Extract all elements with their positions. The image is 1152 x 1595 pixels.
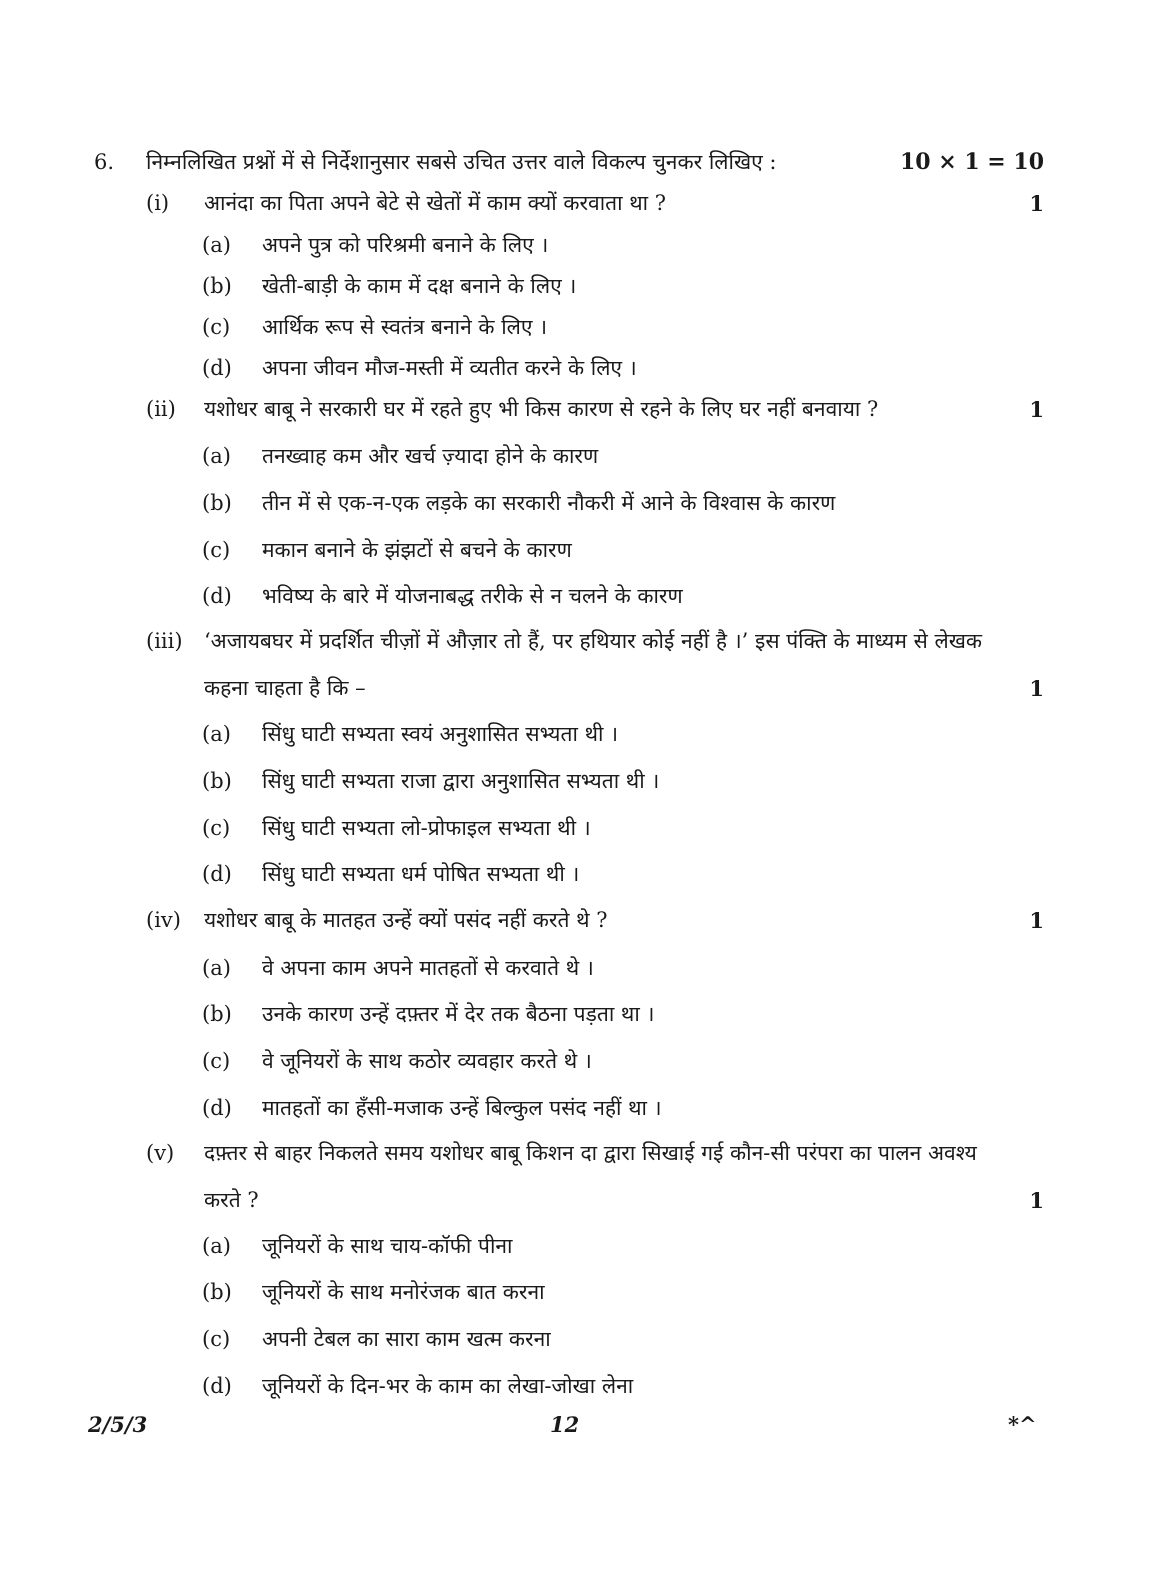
option-iii-b	[202, 763, 1002, 799]
sub-question-text: दफ़्तर से बाहर निकलते समय यशोधर बाबू किशन दा द्वारा सिखाई गई कौन-सी परंपरा का पालन अवश्य करते ?	[204, 1141, 977, 1212]
option-label: (a)	[202, 722, 231, 746]
option-ii-d	[202, 578, 1002, 614]
option-i-d	[202, 350, 1002, 386]
option-label: (b)	[202, 274, 232, 298]
option-text: मातहतों का हँसी-मजाक उन्हें बिल्कुल पसंद नहीं था ।	[262, 1096, 662, 1120]
sub-question-text: आनंदा का पिता अपने बेटे से खेतों में काम क्यों करवाता था ?	[204, 191, 667, 215]
option-ii-b	[202, 485, 1002, 521]
option-label: (a)	[202, 233, 231, 257]
sub-question-label: (iii)	[146, 629, 183, 653]
option-i-c	[202, 309, 1002, 345]
option-label: (c)	[202, 1327, 231, 1351]
option-iii-d	[202, 856, 1002, 892]
option-text: सिंधु घाटी सभ्यता राजा द्वारा अनुशासित सभ्यता थी ।	[262, 769, 660, 793]
option-iv-c	[202, 1043, 1002, 1079]
option-text: जूनियरों के साथ मनोरंजक बात करना	[262, 1280, 545, 1304]
question-number: 6.	[94, 150, 115, 174]
question-6-header	[94, 146, 1044, 178]
footer-page-number: 12	[550, 1412, 580, 1437]
option-text: जूनियरों के साथ चाय-कॉफी पीना	[262, 1234, 513, 1258]
sub-question-mark: 1	[1029, 676, 1044, 701]
question-marks: 10 × 1 = 10	[899, 149, 1044, 175]
option-label: (d)	[202, 1096, 232, 1120]
option-label: (a)	[202, 444, 231, 468]
option-text: सिंधु घाटी सभ्यता लो-प्रोफाइल सभ्यता थी ।	[262, 816, 591, 840]
option-v-a	[202, 1228, 1002, 1264]
option-label: (b)	[202, 1002, 232, 1026]
option-label: (a)	[202, 1234, 231, 1258]
sub-question-text: यशोधर बाबू ने सरकारी घर में रहते हुए भी किस कारण से रहने के लिए घर नहीं बनवाया ?	[204, 397, 879, 421]
option-text: उनके कारण उन्हें दफ़्तर में देर तक बैठना पड़ता था ।	[262, 1002, 655, 1026]
option-i-b	[202, 268, 1002, 304]
option-v-b	[202, 1274, 1002, 1310]
sub-question-i	[146, 180, 1044, 227]
footer-mark: *^	[1008, 1412, 1037, 1437]
sub-question-ii	[146, 386, 1044, 433]
option-text: आर्थिक रूप से स्वतंत्र बनाने के लिए ।	[262, 315, 548, 339]
option-text: सिंधु घाटी सभ्यता धर्म पोषित सभ्यता थी ।	[262, 862, 580, 886]
option-i-a	[202, 227, 1002, 263]
option-label: (d)	[202, 584, 232, 608]
sub-question-mark: 1	[1029, 1188, 1044, 1213]
option-text: खेती-बाड़ी के काम में दक्ष बनाने के लिए ।	[262, 274, 577, 298]
sub-question-label: (iv)	[146, 908, 181, 932]
option-text: वे अपना काम अपने मातहतों से करवाते थे ।	[262, 956, 594, 980]
option-text: अपने पुत्र को परिश्रमी बनाने के लिए ।	[262, 233, 549, 257]
sub-question-label: (ii)	[146, 397, 176, 421]
option-ii-a	[202, 438, 1002, 474]
sub-question-mark: 1	[1029, 191, 1044, 216]
option-text: भविष्य के बारे में योजनाबद्ध तरीके से न चलने के कारण	[262, 584, 683, 608]
sub-question-v	[146, 1130, 1044, 1224]
option-text: मकान बनाने के झंझटों से बचने के कारण	[262, 538, 572, 562]
option-label: (c)	[202, 538, 231, 562]
option-text: तीन में से एक-न-एक लड़के का सरकारी नौकरी में आने के विश्वास के कारण	[262, 491, 836, 515]
option-text: अपनी टेबल का सारा काम खत्म करना	[262, 1327, 551, 1351]
option-iv-d	[202, 1090, 1002, 1126]
option-text: अपना जीवन मौज-मस्ती में व्यतीत करने के लिए ।	[262, 356, 637, 380]
option-label: (a)	[202, 956, 231, 980]
footer-paper-code: 2/5/3	[88, 1412, 148, 1437]
option-text: जूनियरों के दिन-भर के काम का लेखा-जोखा लेना	[262, 1374, 634, 1398]
sub-question-iii	[146, 618, 1044, 712]
sub-question-text: ‘अजायबघर में प्रदर्शित चीज़ों में औज़ार तो हैं, पर हथियार कोई नहीं है ।’ इस पंक्ति के माध्यम से लेखक कहना चाहता है कि –	[204, 629, 983, 700]
sub-question-mark: 1	[1029, 397, 1044, 422]
sub-question-mark: 1	[1029, 908, 1044, 933]
option-label: (c)	[202, 816, 231, 840]
option-label: (d)	[202, 356, 232, 380]
sub-question-label: (v)	[146, 1141, 175, 1165]
option-label: (c)	[202, 1049, 231, 1073]
option-iv-b	[202, 996, 1002, 1032]
option-label: (b)	[202, 1280, 232, 1304]
option-iii-c	[202, 810, 1002, 846]
option-iii-a	[202, 716, 1002, 752]
option-iv-a	[202, 950, 1002, 986]
option-text: तनख्वाह कम और खर्च ज़्यादा होने के कारण	[262, 444, 599, 468]
option-text: सिंधु घाटी सभ्यता स्वयं अनुशासित सभ्यता थी ।	[262, 722, 619, 746]
option-ii-c	[202, 532, 1002, 568]
option-v-d	[202, 1368, 1002, 1404]
option-label: (b)	[202, 769, 232, 793]
sub-question-text: यशोधर बाबू के मातहत उन्हें क्यों पसंद नहीं करते थे ?	[204, 908, 608, 932]
option-label: (d)	[202, 1374, 232, 1398]
sub-question-label: (i)	[146, 191, 170, 215]
option-label: (c)	[202, 315, 231, 339]
option-v-c	[202, 1321, 1002, 1357]
sub-question-iv	[146, 897, 1044, 944]
option-label: (b)	[202, 491, 232, 515]
option-text: वे जूनियरों के साथ कठोर व्यवहार करते थे ।	[262, 1049, 592, 1073]
option-label: (d)	[202, 862, 232, 886]
question-instruction: निम्नलिखित प्रश्नों में से निर्देशानुसार सबसे उचित उत्तर वाले विकल्प चुनकर लिखिए :	[146, 150, 777, 174]
